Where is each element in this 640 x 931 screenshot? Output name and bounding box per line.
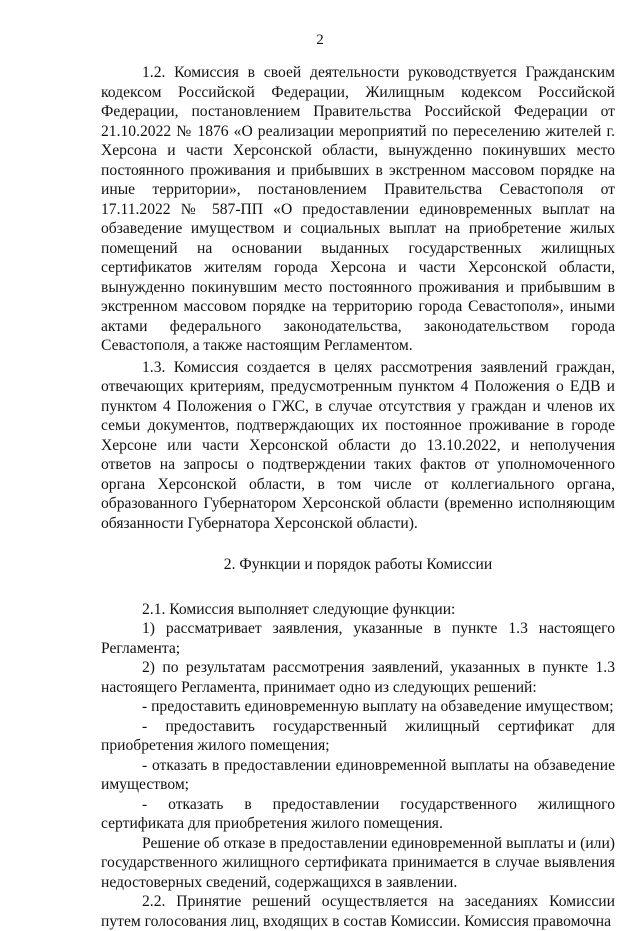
section-heading: 2. Функции и порядок работы Комиссии	[223, 556, 493, 573]
decision-option-refuse-certificate: - отказать в предоставлении государственного жилищного сертификата для приобретения жилого помещения.	[101, 795, 615, 832]
paragraph-1-2: 1.2. Комиссия в своей деятельности руководствуется Гражданским кодексом Российской Федерации, Жилищным кодексом Российской Федерации, постановлением Правительства Российской Федерации от 21.10.2022 № 1876 «О реализации мероприятий по переселению жителей г. Херсона и части Херсонской области, вынужденно покинувших место постоянного проживания и прибывших в экстренном массовом порядке на иные территории», постановлением Правительства Севастополя от 17.11.2022 № 587-ПП «О предоставлении единовременных выплат на обзаведение имуществом и социальных выплат на приобретение жилых помещений на основании выданных государственных жилищных сертификатов жителям города Херсона и части Херсонской области, вынужденно покинувшим место постоянного проживания и прибывшим в экстренном массовом порядке на территорию города Севастополя», иными актами федерального законодательства, законодательством города Севастополя, а также настоящим Регламентом.	[101, 64, 615, 354]
list-item-function-2: 2) по результатам рассмотрения заявлений, указанных в пункте 1.3 настоящего Регламента, принимает одно из следующих решений:	[101, 659, 615, 696]
paragraph-1-3: 1.3. Комиссия создается в целях рассмотрения заявлений граждан, отвечающих критериям, предусмотренным пунктом 4 Положения о ЕДВ и пунктом 4 Положения о ГЖС, в случае отсутствия у граждан и членов их семьи документов, подтверждающих их постоянное проживание в городе Херсоне или части Херсонской области до 13.10.2022, и неполучения ответов на запросы о подтверждении таких фактов от уполномоченного органа Херсонской области, в том числе от коллегиального органа, образованного Губернатором Херсонской области (временно исполняющим обязанности Губернатора Херсонской области).	[101, 358, 615, 532]
list-item-function-1: 1) рассматривает заявления, указанные в пункте 1.3 настоящего Регламента;	[101, 620, 615, 657]
paragraph-2-2: 2.2. Принятие решений осуществляется на заседаниях Комиссии путем голосования лиц, входящих в состав Комиссии. Комиссия правомочна	[101, 893, 615, 930]
paragraph-refusal-grounds: Решение об отказе в предоставлении единовременной выплаты и (или) государственного жилищного сертификата принимается в случае выявления недостоверных сведений, содержащихся в заявлении.	[101, 834, 615, 891]
decision-option-refuse-payment: - отказать в предоставлении единовременной выплаты на обзаведение имуществом;	[101, 756, 615, 793]
decision-option-grant-certificate: - предоставить государственный жилищный сертификат для приобретения жилого помещения;	[101, 717, 615, 754]
document-body	[101, 63, 615, 931]
decision-option-grant-payment: - предоставить единовременную выплату на обзаведение имуществом;	[142, 698, 614, 715]
page-number: 2	[316, 32, 324, 48]
paragraph-2-1: 2.1. Комиссия выполняет следующие функции:	[142, 600, 456, 618]
